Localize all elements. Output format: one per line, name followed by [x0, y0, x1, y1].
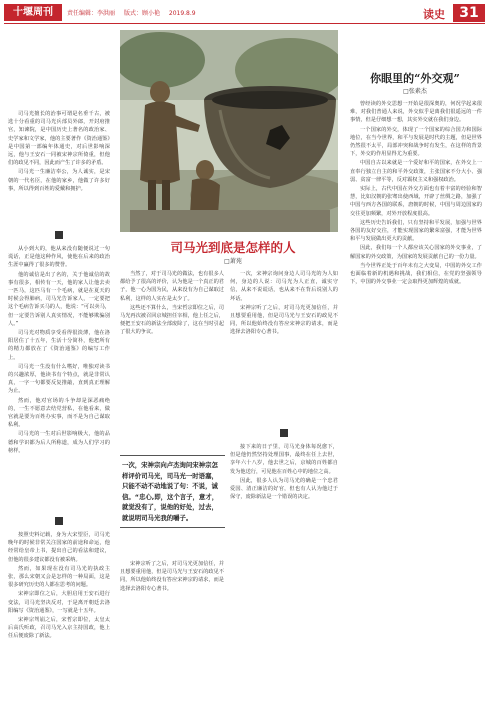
paragraph: 当然了，对于司马光的做法，也有很多人都给予了很高的评价，认为他是一个真正的君子，他一心为国为民，从来没有为自己谋取过私利，这样的人实在是太少了。 [120, 271, 224, 302]
middle-column-left [120, 270, 224, 450]
section-label: 读史 [423, 8, 445, 21]
left-column-bottom [8, 512, 110, 698]
article-author: □萧苑 [224, 258, 242, 265]
middle-column-left-bottom [120, 560, 224, 698]
paragraph: 司马光对物质享受看得很淡薄，他在洛阳居住了十五年，生活十分简朴，他把所有的精力都放在了《资治通鉴》的编写工作上。 [8, 330, 110, 361]
middle-column-top [230, 270, 338, 420]
paragraph: 然而，如果现在没有司马光的执政主张，那么宋朝又会是怎样的一种局面，这是很多研究历史的人都在思考的问题。 [8, 565, 110, 589]
paragraph: 因此，我们每一个人都应该关心国家的外交事业，了解国家的外交政策，为国家的发展贡献自己的一份力量。 [350, 245, 482, 260]
editor-credit: 责任编辑：李洪丽 [67, 10, 116, 17]
masthead-logo: 十堰周刊 [4, 4, 62, 21]
paragraph: 司马光一生没有什么嗜好，唯独对读书的兴趣浓厚，他读书有个特点，就是非常认真，一字一句都要反复推敲，直到真正理解为止。 [8, 363, 110, 395]
paragraph: 司马光的一生对后世影响极大，他的品德和学识都为后人所称道，成为人们学习的榜样。 [8, 431, 110, 454]
paragraph: 实际上，古代中国在外交方面也有着丰富的经验和智慧，比如汉朝的张骞出使西域，开辟了丝绸之路，加强了中国与西方各国的联系，唐朝的时候，中国与周边国家的交往更加频繁，对外开放程度很高。 [350, 186, 482, 217]
paragraph: 接下来的日子里，司马光身体每况愈下，但是他仍然坚持处理国事，最终在任上去世，享年六十八岁，他去世之后，京城的百姓都自发为他送行，可见他在百姓心中的地位之高。 [230, 444, 338, 475]
paragraph: 曾经读的外交思想一开始是很深奥的，何况学起来很难，对我们普通人来说，外交似乎是离我们很遥远的一件事情，但是仔细想一想，其实外交就在我们身边。 [350, 101, 482, 124]
pull-quote: 一次，宋神宗向卢杰询问宋神宗怎样评价司马光，司马光一时语塞，只能不动不动地说了句：不说，诚信。“忠心,即，这个言子，意才，就觉没有了，说他的好处，过去，就说明司马光我的嚼子。 [120, 455, 225, 528]
section-separator [55, 517, 63, 525]
paragraph: 司马光擅长的治事可谓是名垂千古，被选十分看重的司马光兵部员外郎，开封府推官，知谏院，是中国历史上著名的政治家、史学家和文学家，他的主要著作《资治通鉴》是中国第一部编年体通史，对后世影响深远，他与王安石一同被宋神宗所倚重，但他们的政见不同，因此而产生了许多的矛盾。 [8, 111, 110, 167]
section-separator [55, 231, 63, 239]
paragraph: 这些还不算什么，当宋哲宗即位之后，司马光再次被召回京城担任宰相，他上任之后，便把王安石的新法全部废除了，这在当时引起了很大的争议。 [120, 304, 224, 336]
paragraph: 中国自古以来就是一个爱好和平的国家，在外交上一直奉行独立自主的和平外交政策，主张国家不分大小、强弱、贫富一律平等，反对霸权主义和强权政治。 [350, 160, 482, 183]
paragraph: 按照史料记载，身为大宋望臣，司马光晚年的时候非常关注国家的前途和命运，他经常给皇帝上书，提出自己的看法和建议，但他的很多建议都没有被采纳。 [8, 532, 110, 563]
page-number: 31 [453, 4, 485, 22]
paragraph: 这些历史告诉我们，只有坚持和平发展，加强与世界各国的友好交往，才能实现国家的繁荣富强，才能为世界和平与发展做出更大的贡献。 [350, 219, 482, 243]
paragraph: 从小到大的，他从来没有随便说过一句谎话，正是他这种作风，使他在后来的政治生涯中赢得了很多的赞誉。 [8, 246, 110, 269]
paragraph: 宋神宗驾崩之后，宋哲宗即位，太皇太后高氏听政，召司马光入京主持国政，他上任后便废除了新法。 [8, 617, 110, 640]
header-rule [4, 23, 485, 24]
right-column [350, 100, 482, 698]
paragraph: 因此，很多人认为司马光的确是一个忠君爱国、清正廉洁的好官，但也有人认为他过于保守，废除新法是一个错误的决定。 [230, 477, 338, 501]
article-title: 司马光到底是怎样的人 [170, 240, 296, 255]
paragraph: 宋神宗听了之后，对司马光更加信任，并且想要重用他，但是司马光与王安石的政见不同，所以他始终没有答应宋神宗的请求，而是选择去洛阳专心著书。 [230, 304, 338, 336]
issue-date: 2019.8.9 [168, 10, 196, 17]
paragraph: 然而，他对官场的斗争却是深恶痛绝的，一生不愿意去结党营私，在他看来，做官就是要为百姓办实事，而不是为自己谋取私利。 [8, 397, 110, 429]
statue-illustration [120, 30, 338, 232]
right-article-author: □张素杰 [403, 88, 427, 95]
paragraph: 宋神宗即位之后，大胆启用王安石进行变法，司马光坚决反对，于是离开朝廷去洛阳编写《资治通鉴》，一写就是十五年。 [8, 591, 110, 614]
paragraph: 当今世界正处于百年未有之大变局，中国的外交工作也面临着新的机遇和挑战，我们相信，在党的坚强领导下，中国的外交事业一定会取得更加辉煌的成就。 [350, 262, 482, 286]
page-meta [67, 8, 203, 17]
middle-column-bottom [230, 424, 338, 698]
paragraph: 他的诚信是出了名的，关于他诚信的故事有很多，相传有一天，他的家人让他去卖一匹马，这匹马有一个毛病，就是在夏天的时候会得肺病，司马光告诉家人，一定要把这个毛病告诉买马的人，他说：“可以卖马，但一定要告诉别人真实情况，不能够欺骗别人。” [8, 271, 110, 327]
left-column-top [8, 110, 110, 220]
designer-credit: 版式：顾小艳 [123, 10, 160, 17]
left-column-middle [8, 226, 110, 508]
paragraph: 宋神宗听了之后，对司马光更加信任，并且想要重用他，但是司马光与王安石的政见不同，所以他始终没有答应宋神宗的请求，而是选择去洛阳专心著书。 [120, 561, 224, 592]
right-article-title: 你眼里的“外交观” [370, 72, 460, 85]
paragraph: 司马光一生廉洁奉公，为人诚实，是宋朝的一代名臣，在他的家乡，他做了许多好事，所以得到百姓的爱戴和拥护。 [8, 169, 110, 192]
paragraph: 一个国家的外交，体现了一个国家的综合国力和国际地位，在当今世界，和平与发展是时代的主题，但是世界仍然很不太平，局部冲突和战争时有发生，在这样的背景下，外交的作用显得尤为重要。 [350, 126, 482, 158]
paragraph: 一次，宋神宗询问身边人司马光的为人如何，身边的人说：司马光为人正直，诚实守信，从来不说谎话，也从来不在背后说别人的坏话。 [230, 271, 338, 302]
section-separator [280, 429, 288, 437]
page-header [0, 0, 489, 26]
statue-photo [120, 30, 338, 232]
